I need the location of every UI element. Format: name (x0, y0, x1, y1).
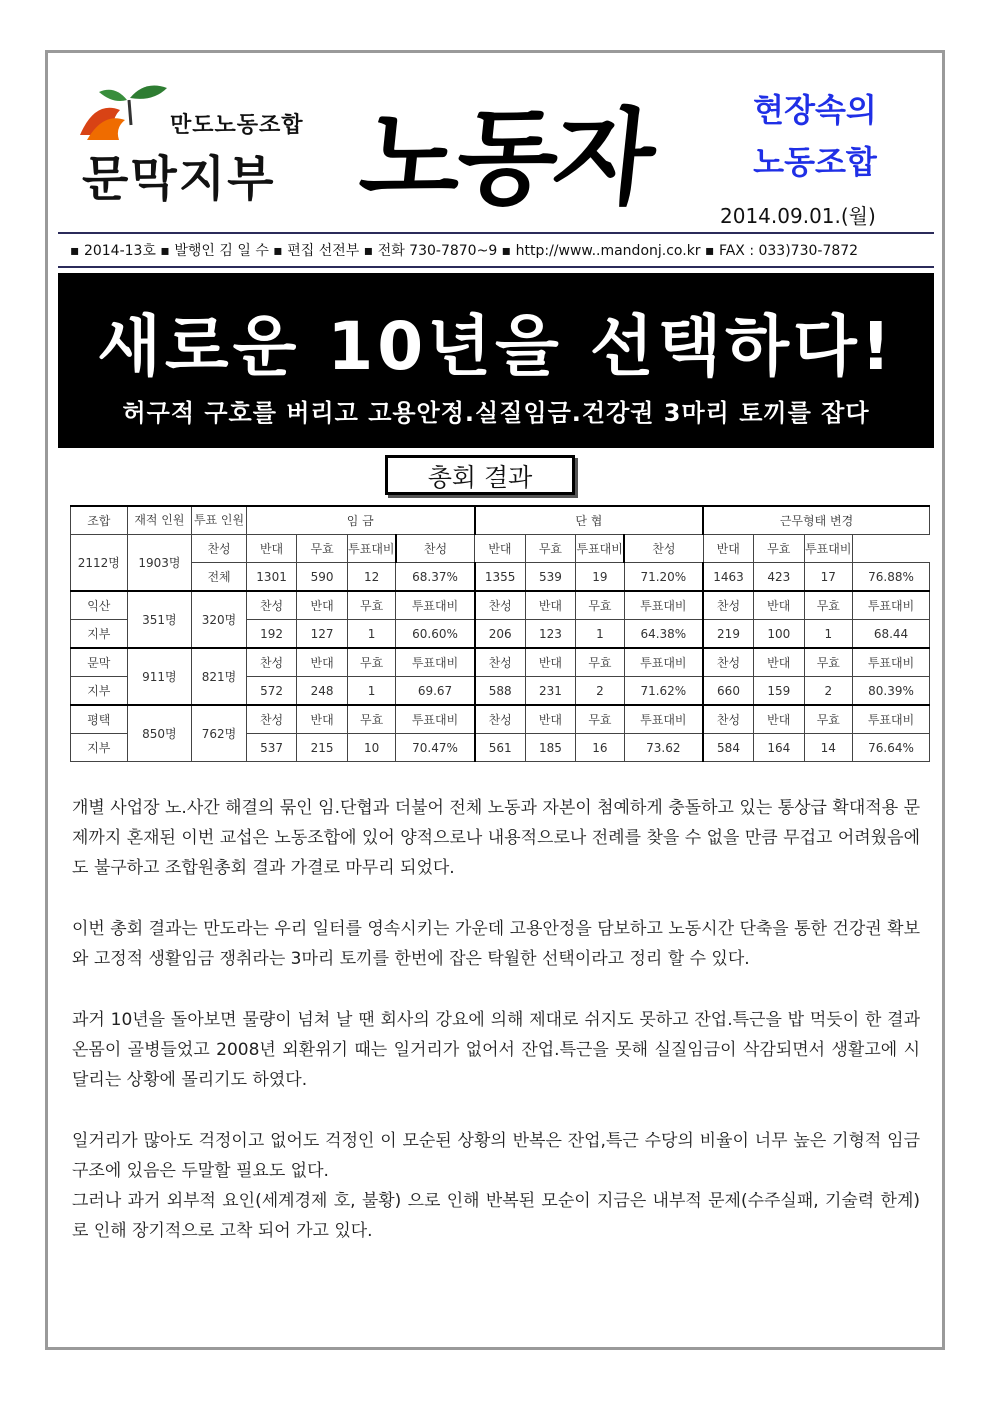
subheader-void: 무효 (754, 535, 805, 563)
subheader-yes: 찬성 (475, 705, 526, 734)
paragraph-3: 과거 10년을 돌아보면 물량이 넘쳐 날 땐 회사의 강요에 의해 제대로 쉬지도 못하고 잔업.특근을 밥 먹듯이 한 결과 온몸이 골병들었고 2008년 외환위기 때는 일거리가 없어서 잔업.특근을 못해 실질임금이 삭감되면서 생활고에 시달리는 상황에 몰리기도 하였다. (72, 1010, 920, 1090)
subheader-ratio: 투표대비 (853, 648, 930, 677)
subheader-yes: 찬성 (246, 591, 297, 620)
subheader-void: 무효 (804, 648, 853, 677)
subheader-ratio: 투표대비 (396, 648, 475, 677)
vote-value: 539 (525, 563, 576, 592)
header-collective-agreement: 단 협 (475, 506, 703, 535)
union-name: 지부 (71, 734, 128, 762)
divider-bottom (58, 266, 934, 268)
vote-value: 584 (703, 734, 754, 762)
vote-value: 68.44 (853, 620, 930, 649)
subheader-yes: 찬성 (246, 648, 297, 677)
union-name: 지부 (71, 677, 128, 706)
vote-value: 1 (347, 677, 396, 706)
vote-value: 2 (576, 677, 625, 706)
vote-value: 572 (246, 677, 297, 706)
vote-value: 10 (347, 734, 396, 762)
union-name: 익산 (71, 591, 128, 620)
subheader-ratio: 투표대비 (624, 648, 703, 677)
vote-results-table (70, 505, 930, 762)
headline-banner (58, 273, 934, 448)
article-body (72, 793, 920, 1246)
subheader-no: 반대 (754, 705, 805, 734)
vote-value: 127 (297, 620, 348, 649)
members-count: 2112명 (71, 535, 128, 592)
vote-value: 19 (576, 563, 625, 592)
divider-top (58, 232, 934, 234)
subheader-no: 반대 (525, 705, 576, 734)
section-title: 총회 결과 (385, 455, 575, 495)
header-members: 재적 인원 (127, 506, 192, 535)
vote-value: 60.60% (396, 620, 475, 649)
vote-value: 660 (703, 677, 754, 706)
members-count: 351명 (127, 591, 192, 648)
vote-value: 123 (525, 620, 576, 649)
vote-value: 12 (347, 563, 396, 592)
vote-value: 71.20% (624, 563, 703, 592)
vote-value: 76.64% (853, 734, 930, 762)
vote-value: 248 (297, 677, 348, 706)
subheader-no: 반대 (297, 648, 348, 677)
vote-value: 76.88% (853, 563, 930, 592)
paragraph-4: 일거리가 많아도 걱정이고 없어도 걱정인 이 모순된 상황의 반복은 잔업,특근 수당의 비율이 너무 높은 기형적 임금구조에 있음은 두말할 필요도 없다. (72, 1131, 920, 1181)
subheader-no: 반대 (525, 591, 576, 620)
vote-value: 1 (347, 620, 396, 649)
vote-value: 1 (576, 620, 625, 649)
header-wage: 임 금 (246, 506, 474, 535)
members-count: 850명 (127, 705, 192, 762)
table-group-header-row (71, 591, 930, 620)
subheader-no: 반대 (475, 535, 526, 563)
table-row (71, 563, 930, 592)
vote-value: 561 (475, 734, 526, 762)
vote-value: 80.39% (853, 677, 930, 706)
vote-value: 159 (754, 677, 805, 706)
table-group-header-row (71, 648, 930, 677)
vote-value: 588 (475, 677, 526, 706)
subheader-void: 무효 (576, 705, 625, 734)
subheader-ratio: 투표대비 (624, 591, 703, 620)
union-name: 평택 (71, 705, 128, 734)
subheader-no: 반대 (754, 648, 805, 677)
subheader-void: 무효 (804, 591, 853, 620)
voters-count: 1903명 (127, 535, 192, 592)
members-count: 911명 (127, 648, 192, 705)
subheader-no: 반대 (754, 591, 805, 620)
vote-value: 164 (754, 734, 805, 762)
table-header-row (71, 506, 930, 535)
subheader-ratio: 투표대비 (576, 535, 625, 563)
vote-value: 1301 (246, 563, 297, 592)
logo-subtitle: 만도노동조합 (170, 112, 304, 138)
voters-count: 762명 (192, 705, 247, 762)
vote-value: 70.47% (396, 734, 475, 762)
subheader-yes: 찬성 (246, 705, 297, 734)
subheader-void: 무효 (525, 535, 576, 563)
subheader-ratio: 투표대비 (396, 591, 475, 620)
vote-value: 68.37% (396, 563, 475, 592)
vote-value: 423 (754, 563, 805, 592)
newsletter-brand: 노동자 (354, 96, 657, 219)
vote-value: 100 (754, 620, 805, 649)
subheader-yes: 찬성 (624, 535, 703, 563)
subheader-yes: 찬성 (703, 648, 754, 677)
subheader-void: 무효 (347, 648, 396, 677)
slogan (730, 84, 900, 188)
logo-branch-name: 문막지부 (82, 151, 276, 207)
vote-value: 185 (525, 734, 576, 762)
vote-value: 1 (804, 620, 853, 649)
subheader-void: 무효 (347, 705, 396, 734)
subheader-ratio: 투표대비 (624, 705, 703, 734)
vote-value: 206 (475, 620, 526, 649)
subheader-yes: 찬성 (475, 648, 526, 677)
header-union: 조합 (71, 506, 128, 535)
voters-count: 821명 (192, 648, 247, 705)
vote-value: 219 (703, 620, 754, 649)
vote-value: 1355 (475, 563, 526, 592)
vote-value: 192 (246, 620, 297, 649)
voters-count: 320명 (192, 591, 247, 648)
vote-value: 16 (576, 734, 625, 762)
subheader-no: 반대 (297, 591, 348, 620)
slogan-line-2: 노동조합 (753, 143, 877, 181)
headline: 새로운 10년을 선택하다! (97, 308, 895, 385)
header-work-schedule: 근무형태 변경 (703, 506, 930, 535)
paragraph-5: 그러나 과거 외부적 요인(세계경제 호, 불황) 으로 인해 반복된 모순이 지금은 내부적 문제(수주실패, 기술력 한계)로 인해 장기적으로 고착 되어 가고 있다. (72, 1191, 920, 1241)
subheadline: 허구적 구호를 버리고 고용안정.실질임금.건강권 3마리 토끼를 잡다 (122, 399, 870, 427)
subheader-no: 반대 (525, 648, 576, 677)
vote-value: 14 (804, 734, 853, 762)
subheader-ratio: 투표대비 (804, 535, 853, 563)
vote-value: 71.62% (624, 677, 703, 706)
slogan-line-1: 현장속의 (753, 91, 877, 129)
issue-date: 2014.09.01.(월) (720, 204, 876, 228)
subheader-ratio: 투표대비 (396, 705, 475, 734)
table-group-header-row (71, 705, 930, 734)
union-name: 전체 (192, 563, 247, 592)
subheader-ratio: 투표대비 (853, 591, 930, 620)
vote-value: 1463 (703, 563, 754, 592)
subheader-void: 무효 (576, 591, 625, 620)
vote-value: 537 (246, 734, 297, 762)
subheader-yes: 찬성 (396, 535, 475, 563)
vote-value: 17 (804, 563, 853, 592)
vote-value: 215 (297, 734, 348, 762)
subheader-ratio: 투표대비 (347, 535, 396, 563)
vote-value: 64.38% (624, 620, 703, 649)
subheader-no: 반대 (297, 705, 348, 734)
subheader-yes: 찬성 (475, 591, 526, 620)
publication-info: ▪ 2014-13호 ▪ 발행인 김 일 수 ▪ 편집 선전부 ▪ 전화 730-7870~9 ▪ http://www..mandonj.co.kr ▪ FAX : 033)730-7872 (70, 243, 859, 259)
paragraph-1: 개별 사업장 노.사간 해결의 묶인 임.단협과 더불어 전체 노동과 자본이 첨예하게 충돌하고 있는 통상급 확대적용 문제까지 혼재된 이번 교섭은 노동조합에 있어 양적으로나 내용적으로나 전례를 찾을 수 없을 만큼 무겁고 어려웠음에도 불구하고 조합원총회 결과 가결로 마무리 되었다. (72, 798, 920, 878)
header-voters: 투표 인원 (192, 506, 247, 535)
union-name: 문막 (71, 648, 128, 677)
subheader-yes: 찬성 (192, 535, 247, 563)
table-group-header-row (71, 535, 930, 563)
vote-value: 2 (804, 677, 853, 706)
subheader-yes: 찬성 (703, 705, 754, 734)
subheader-void: 무효 (804, 705, 853, 734)
vote-value: 231 (525, 677, 576, 706)
subheader-no: 반대 (246, 535, 297, 563)
union-name: 지부 (71, 620, 128, 649)
subheader-yes: 찬성 (703, 591, 754, 620)
subheader-ratio: 투표대비 (853, 705, 930, 734)
subheader-void: 무효 (297, 535, 348, 563)
subheader-void: 무효 (576, 648, 625, 677)
paragraph-2: 이번 총회 결과는 만도라는 우리 일터를 영속시키는 가운데 고용안정을 담보하고 노동시간 단축을 통한 건강권 확보와 고정적 생활임금 쟁취라는 3마리 토끼를 한번에 잡은 탁월한 선택이라고 정리 할 수 있다. (72, 919, 920, 969)
subheader-no: 반대 (703, 535, 754, 563)
vote-value: 69.67 (396, 677, 475, 706)
subheader-void: 무효 (347, 591, 396, 620)
vote-value: 73.62 (624, 734, 703, 762)
vote-value: 590 (297, 563, 348, 592)
